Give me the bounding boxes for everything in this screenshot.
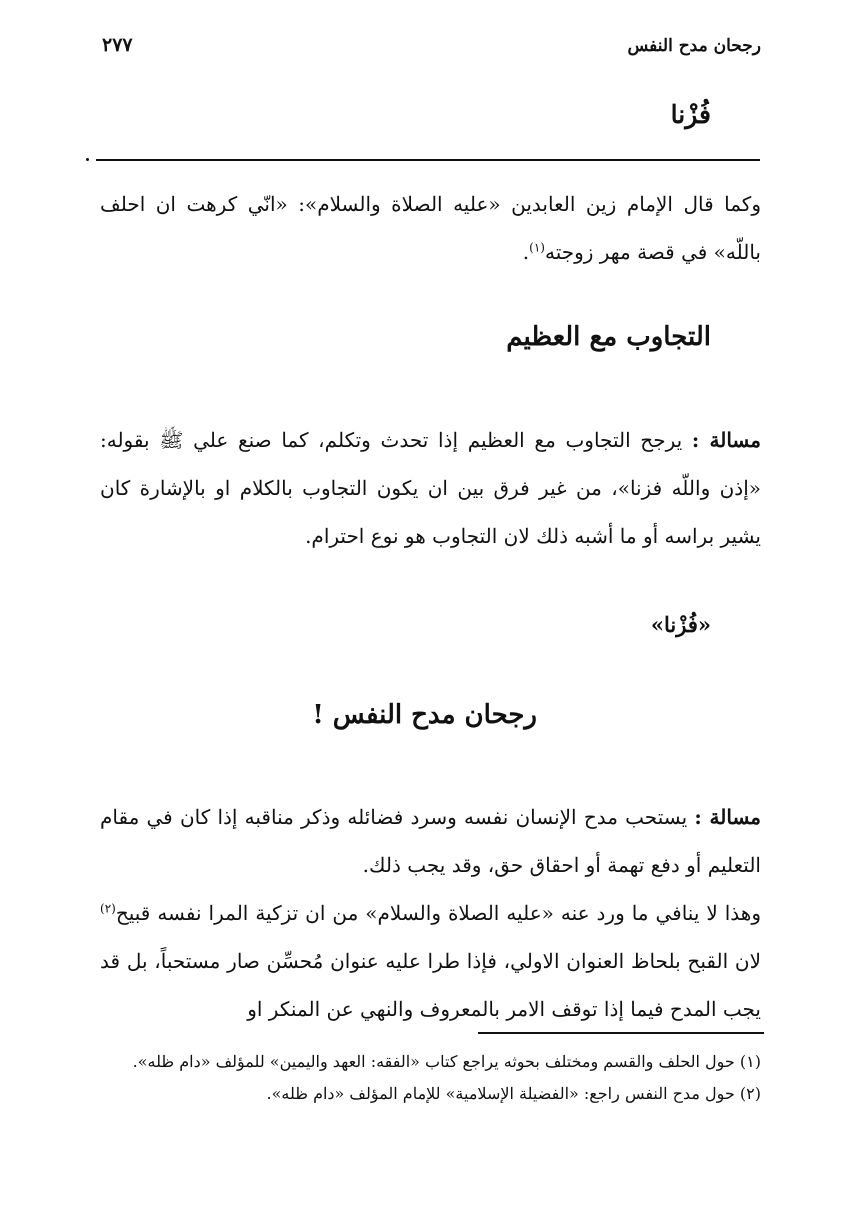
intro-paragraph: وكما قال الإمام زين العابدين «عليه الصلاة والسلام»: «انّي كرهت ان احلف باللّه» في قصة مهر زوجته$^{(١)}$. xyxy=(100,192,761,264)
section2-block xyxy=(100,793,761,1033)
top-rule xyxy=(96,159,760,161)
heading-self-praise: رجحان مدح النفس ! xyxy=(312,700,537,730)
section1-block xyxy=(100,416,761,560)
heading-responding: التجاوب مع العظيم xyxy=(506,322,711,352)
footnote-1: (١) حول الحلف والقسم ومختلف بحوثه يراجع كتاب «الفقه: العهد واليمين» للمؤلف «دام ظله». xyxy=(132,1052,761,1071)
running-title: رجحان مدح النفس xyxy=(627,36,761,56)
section2-text1: يستحب مدح الإنسان نفسه وسرد فضائله وذكر مناقبه إذا كان في مقام التعليم أو دفع تهمة أو احقاق حق، وقد يجب ذلك. xyxy=(100,805,761,877)
section1-text: يرجح التجاوب مع العظيم إذا تحدث وتكلم، كما صنع علي ﷺ بقوله: «إذن واللّه فزنا»، من غير فرق بين ان يكون التجاوب بالكلام او بالإشارة كان يشير براسه أو ما أشبه ذلك لان التجاوب هو نوع احترام. xyxy=(100,428,761,548)
section-word: فُزْنا xyxy=(670,100,711,129)
intro-block xyxy=(100,180,761,276)
section1-paragraph xyxy=(100,416,761,560)
rule-dot xyxy=(86,158,89,161)
footnote-ref-1: (١) xyxy=(529,240,545,255)
section2-text2a: وهذا لا ينافي ما ورد عنه «عليه الصلاة والسلام» من ان تزكية المرا نفسه قبيح xyxy=(115,901,761,925)
quote-fuzna: «فُزْنا» xyxy=(650,612,711,637)
section2-paragraph1 xyxy=(100,793,761,889)
intro-text: وكما قال الإمام زين العابدين «عليه الصلاة والسلام»: «انّي كرهت ان احلف باللّه» في قصة مهر زوجته xyxy=(100,192,761,264)
section1-keyword: مسالة : xyxy=(691,428,761,452)
footnotes xyxy=(100,1046,761,1110)
footnote-rule xyxy=(478,1032,764,1034)
footnote-ref-2: (٢) xyxy=(100,901,116,916)
section2-keyword: مسالة : xyxy=(694,805,761,829)
section2-paragraph2 xyxy=(100,889,761,1033)
page-number: ٢٧٧ xyxy=(102,34,133,56)
section2-text2b: لان القبح بلحاظ العنوان الاولي، فإذا طرا عليه عنوان مُحسِّن صار مستحباً، بل قد يجب المدح فيما إذا توقف الامر بالمعروف والنهي عن المنكر او xyxy=(100,949,761,1021)
footnote-2: (٢) حول مدح النفس راجع: «الفضيلة الإسلامية» للإمام المؤلف «دام ظله». xyxy=(266,1084,761,1103)
